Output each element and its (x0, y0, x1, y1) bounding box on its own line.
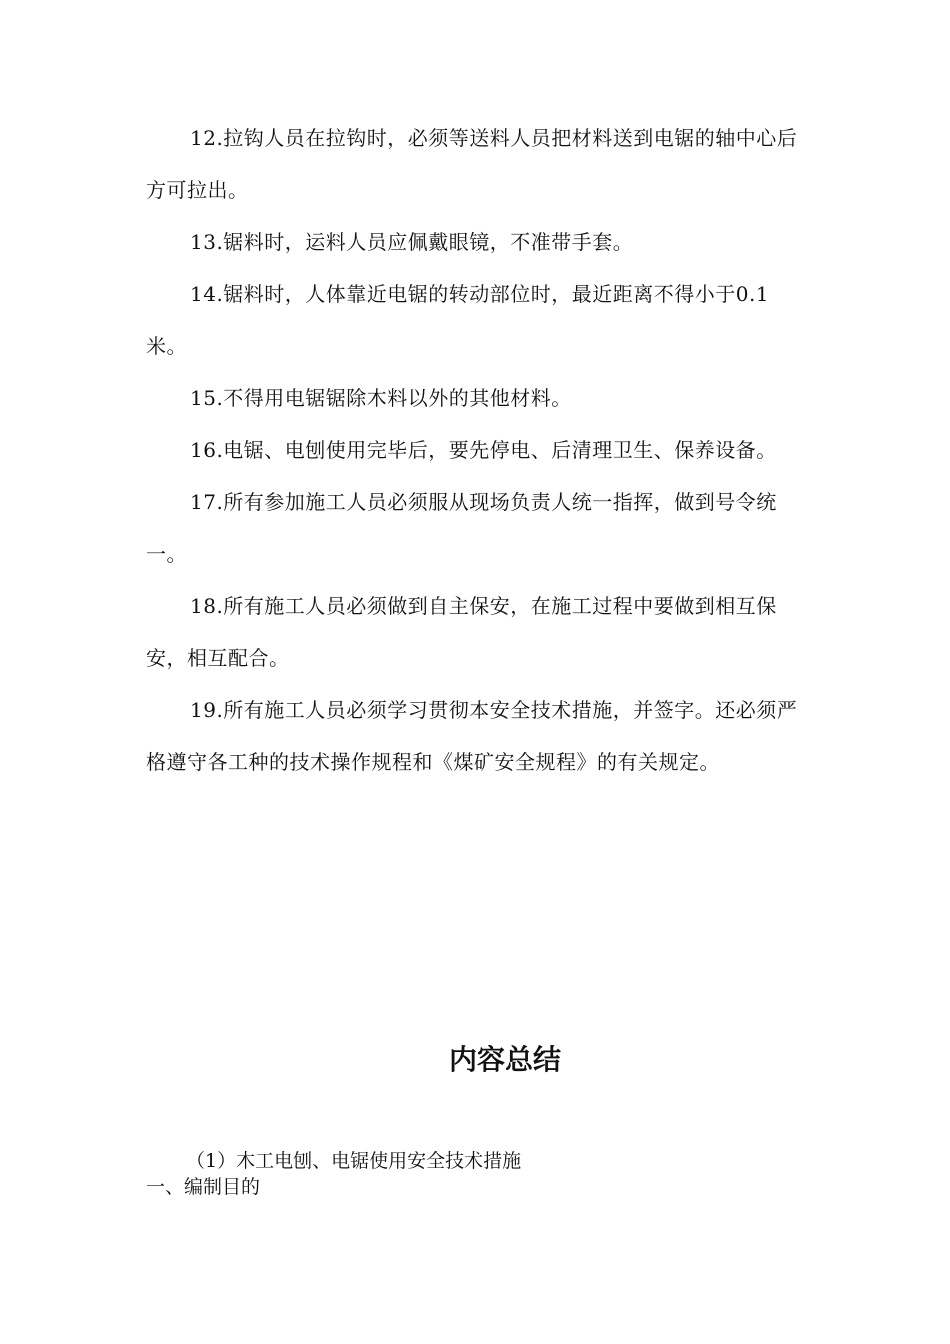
document-body (146, 112, 806, 788)
summary-title: 内容总结 (448, 1043, 561, 1076)
paragraph-item-17: 17.所有参加施工人员必须服从现场负责人统一指挥，做到号令统一。 (146, 490, 777, 566)
paragraph-item-13: 13.锯料时，运料人员应佩戴眼镜，不准带手套。 (190, 230, 634, 254)
paragraph-item-15: 15.不得用电锯锯除木料以外的其他材料。 (190, 386, 572, 410)
paragraph-item-18: 18.所有施工人员必须做到自主保安，在施工过程中要做到相互保安，相互配合。 (146, 594, 777, 670)
summary-line-section: 一、编制目的 (146, 1176, 261, 1198)
paragraph-item-16: 16.电锯、电刨使用完毕后，要先停电、后清理卫生、保养设备。 (190, 438, 777, 462)
summary-block (146, 1148, 806, 1200)
paragraph-item-12: 12.拉钩人员在拉钩时，必须等送料人员把材料送到电锯的轴中心后方可拉出。 (146, 126, 798, 202)
summary-line-heading: （1）木工电刨、电锯使用安全技术措施 (186, 1150, 522, 1172)
paragraph-item-14: 14.锯料时，人体靠近电锯的转动部位时，最近距离不得小于0.1米。 (146, 282, 770, 358)
paragraph-item-19: 19.所有施工人员必须学习贯彻本安全技术措施，并签字。还必须严格遵守各工种的技术操作规程和《煤矿安全规程》的有关规定。 (146, 698, 798, 774)
